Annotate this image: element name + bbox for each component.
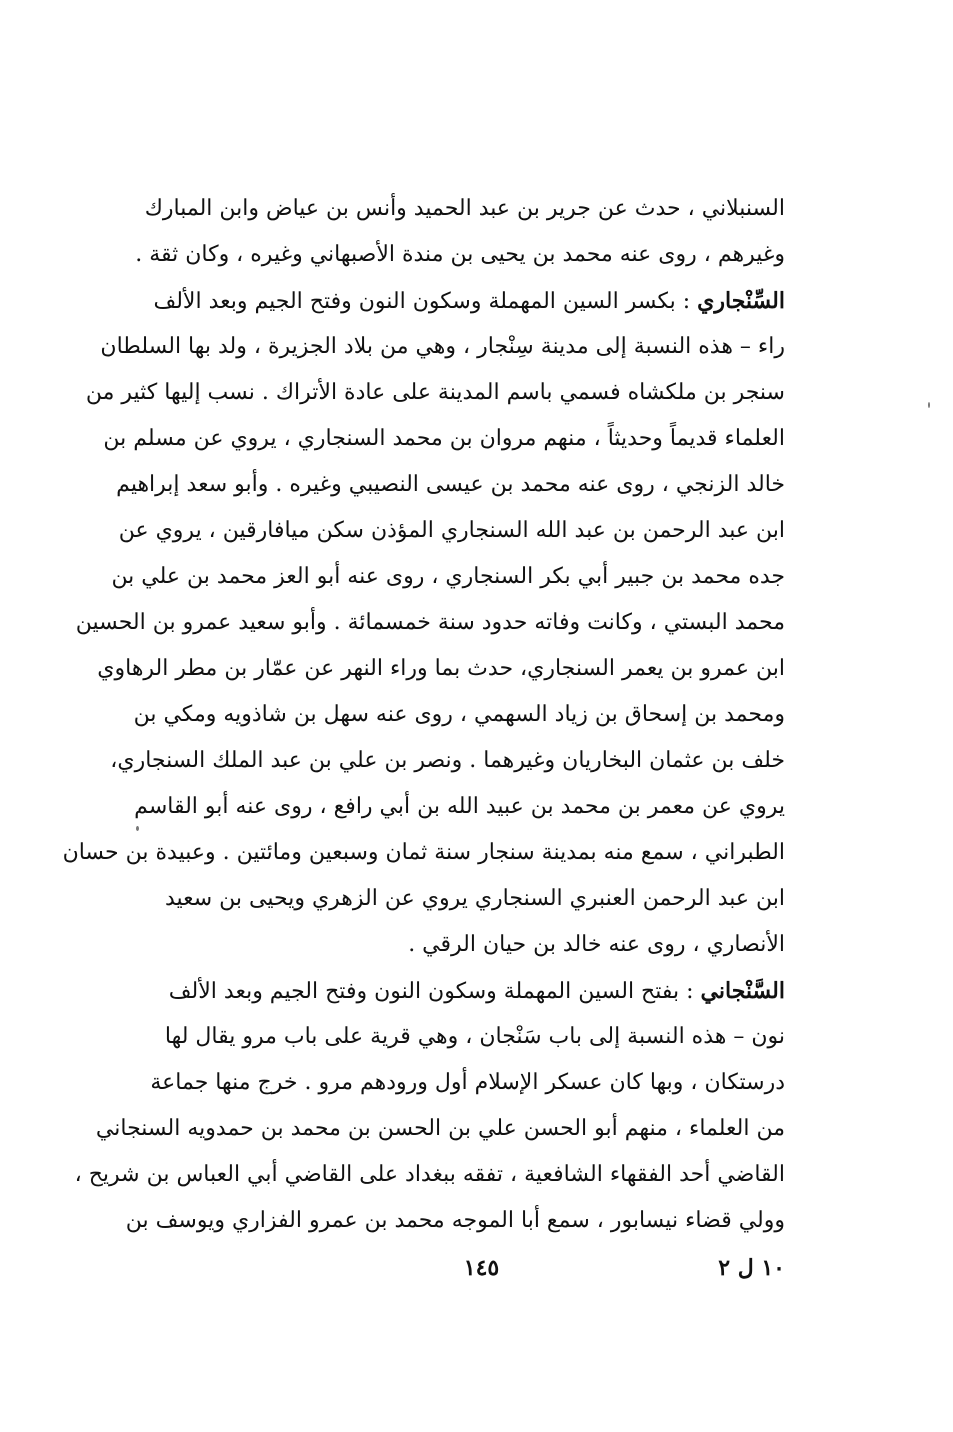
- line-text: العلماء قديماً وحديثاً ، منهم مروان بن محمد السنجاري ، يروي عن مسلم بن: [103, 426, 785, 451]
- text-line: [164, 876, 785, 922]
- text-line: [97, 646, 785, 692]
- text-line: [118, 508, 785, 554]
- line-text: محمد البستي ، وكانت وفاته حدود سنة خمسمائة . وأبو سعيد عمرو بن الحسين: [75, 610, 785, 635]
- text-line: [100, 324, 785, 370]
- line-text: نون – هذه النسبة إلى باب سَنْجان ، وهي قرية على باب مرو يقال لها: [164, 1024, 785, 1049]
- line-text: ومحمد بن إسحاق بن زياد السهمي ، روى عنه سهل بن شاذويه ومكي بن: [133, 702, 785, 727]
- text-line: [103, 416, 785, 462]
- line-text: القاضي أحد الفقهاء الشافعية ، تفقه ببغداد على القاضي أبي العباس بن شريح ،: [74, 1162, 785, 1187]
- line-text: جده محمد بن جبير أبي بكر السنجاري ، روى عنه أبو العز محمد بن علي بن: [111, 564, 785, 589]
- signature-mark: ١٠ ل ٢: [718, 1255, 785, 1281]
- line-text: وغيرهم ، روى عنه محمد بن يحيى بن مندة الأصبهاني وغيره ، وكان ثقة .: [135, 242, 785, 267]
- line-text: درستكان ، وبها كان عسكر الإسلام أول ورودهم مرو . خرج منها جماعة: [150, 1070, 785, 1095]
- line-text: الأنصاري ، روى عنه خالد بن حيان الرقي .: [408, 932, 785, 957]
- line-text: سنجر بن ملكشاه فسمي باسم المدينة على عادة الأتراك . نسب إليها كثير من: [85, 380, 785, 405]
- line-text: الطبراني ، سمع منه بمدينة سنجار سنة ثمان وسبعين ومائتين . وعبيدة بن حسان: [62, 840, 785, 865]
- text-line: [164, 1014, 785, 1060]
- scan-speck: [928, 402, 930, 408]
- text-line: [74, 1152, 785, 1198]
- line-text: يروي عن معمر بن محمد بن عبيد الله بن أبي رافع ، روى عنه أبو القاسم: [134, 794, 785, 819]
- line-text: ابن عبد الرحمن العنبري السنجاري يروي عن الزهري ويحيى بن سعيد: [164, 886, 785, 911]
- entry-headword: السَّنْجاني: [700, 978, 785, 1004]
- text-line: [111, 554, 785, 600]
- text-line: [150, 1060, 785, 1106]
- page-number: ١٤٥: [463, 1255, 500, 1281]
- line-text: ابن عمرو بن يعمر السنجاري، حدث بما وراء النهر عن عمّار بن مطر الرهاوي: [97, 656, 785, 681]
- text-line: [85, 370, 785, 416]
- text-line: [144, 186, 785, 232]
- text-line: [95, 1106, 785, 1152]
- page-footer: [178, 1248, 785, 1288]
- entry-headword: السِّنْجاري: [697, 288, 785, 314]
- text-line: [168, 968, 785, 1014]
- text-line: [133, 692, 785, 738]
- line-text: خلف بن عثمان البخاريان وغيرهما . ونصر بن علي بن عبد الملك السنجاري،: [110, 748, 785, 773]
- text-line: [125, 1198, 785, 1244]
- text-line: [62, 830, 785, 876]
- line-text: السنبلاني ، حدث عن جرير بن عبد الحميد وأنس بن عياض وابن المبارك: [144, 196, 785, 221]
- line-text: : بكسر السين المهملة وسكون النون وفتح الجيم وبعد الألف: [153, 289, 698, 314]
- text-line: [134, 784, 785, 830]
- text-line: [116, 462, 785, 508]
- line-text: وولي قضاء نيسابور ، سمع أبا الموجه محمد بن عمرو الفزاري ويوسف بن: [125, 1208, 785, 1233]
- scan-speck: [136, 826, 139, 831]
- line-text: راء – هذه النسبة إلى مدينة سِنْجار ، وهي من بلاد الجزيرة ، ولد بها السلطان: [100, 334, 785, 359]
- line-text: خالد الزنجي ، روى عنه محمد بن عيسى النصيبي وغيره . وأبو سعد إبراهيم: [116, 472, 785, 497]
- text-line: [110, 738, 785, 784]
- line-text: : بفتح السين المهملة وسكون النون وفتح الجيم وبعد الألف: [168, 979, 701, 1004]
- text-line: [135, 232, 785, 278]
- text-line: [178, 922, 785, 968]
- text-line: [153, 278, 785, 324]
- text-line: [75, 600, 785, 646]
- line-text: من العلماء ، منهم أبو الحسن علي بن الحسن بن محمد بن حمدويه السنجاني: [95, 1116, 785, 1141]
- line-text: ابن عبد الرحمن بن عبد الله السنجاري المؤذن سكن ميافارقين ، يروي عن: [118, 518, 785, 543]
- body-text: [62, 186, 785, 1244]
